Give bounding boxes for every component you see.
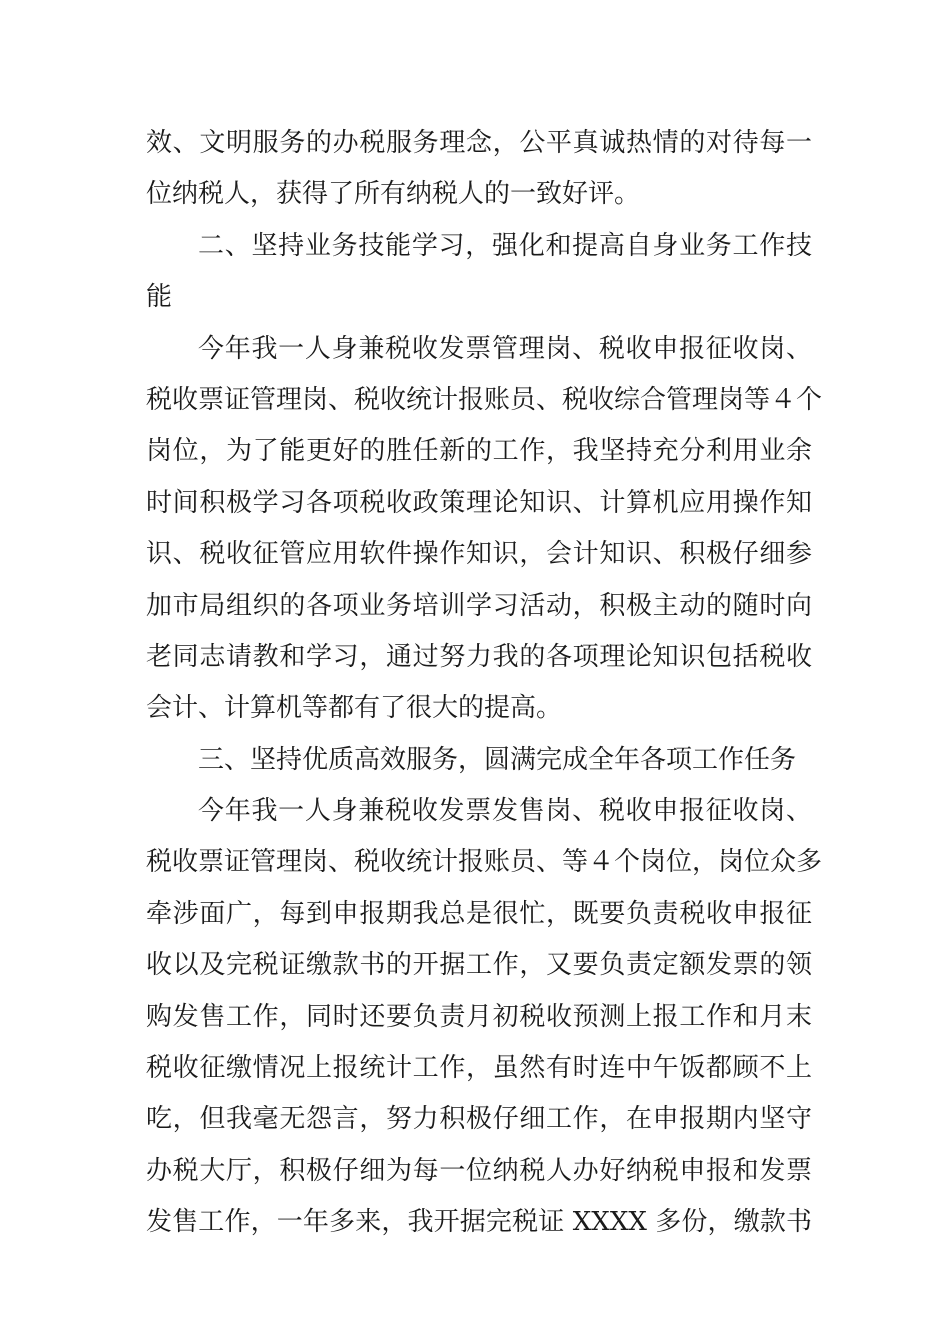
text-line: 识、税收征管应用软件操作知识，会计知识、积极仔细参 bbox=[146, 539, 812, 570]
text-line: 吃，但我毫无怨言，努力积极仔细工作，在申报期内坚守 bbox=[146, 1104, 812, 1135]
text-line: 今年我一人身兼税收发票发售岗、税收申报征收岗、 bbox=[198, 796, 812, 827]
text-line: 岗位，为了能更好的胜任新的工作，我坚持充分利用业余 bbox=[146, 436, 812, 467]
text-line: 二、坚持业务技能学习，强化和提高自身业务工作技 bbox=[198, 230, 812, 261]
text-line: 收以及完税证缴款书的开据工作，又要负责定额发票的领 bbox=[146, 950, 812, 981]
text-line: 效、文明服务的办税服务理念，公平真诚热情的对待每一 bbox=[146, 128, 812, 158]
body-text bbox=[146, 118, 823, 1249]
text-line: 今年我一人身兼税收发票管理岗、税收申报征收岗、 bbox=[198, 333, 812, 364]
text-line: 三、坚持优质高效服务，圆满完成全年各项工作任务 bbox=[198, 744, 797, 775]
text-line: 会计、计算机等都有了很大的提高。 bbox=[146, 693, 563, 724]
text-line: 位纳税人，获得了所有纳税人的一致好评。 bbox=[146, 179, 641, 210]
text-line: 税收票证管理岗、税收统计报账员、等４个岗位，岗位众多 bbox=[146, 847, 823, 878]
text-line: 办税大厅，积极仔细为每一位纳税人办好纳税申报和发票 bbox=[146, 1155, 812, 1186]
text-line: 税收征缴情况上报统计工作，虽然有时连中午饭都顾不上 bbox=[146, 1053, 812, 1084]
text-line: 购发售工作，同时还要负责月初税收预测上报工作和月末 bbox=[146, 1001, 812, 1032]
text-line: 能 bbox=[146, 282, 173, 313]
text-line: 牵涉面广，每到申报期我总是很忙，既要负责税收申报征 bbox=[146, 898, 812, 929]
text-line: 税收票证管理岗、税收统计报账员、税收综合管理岗等４个 bbox=[146, 384, 823, 415]
text-line: 加市局组织的各项业务培训学习活动，积极主动的随时向 bbox=[146, 590, 812, 621]
text-line: 老同志请教和学习，通过努力我的各项理论知识包括税收 bbox=[146, 641, 812, 672]
text-line: 时间积极学习各项税收政策理论知识、计算机应用操作知 bbox=[146, 487, 812, 518]
text-line: 发售工作，一年多来，我开据完税证 XXXX 多份，缴款书 bbox=[146, 1207, 812, 1238]
